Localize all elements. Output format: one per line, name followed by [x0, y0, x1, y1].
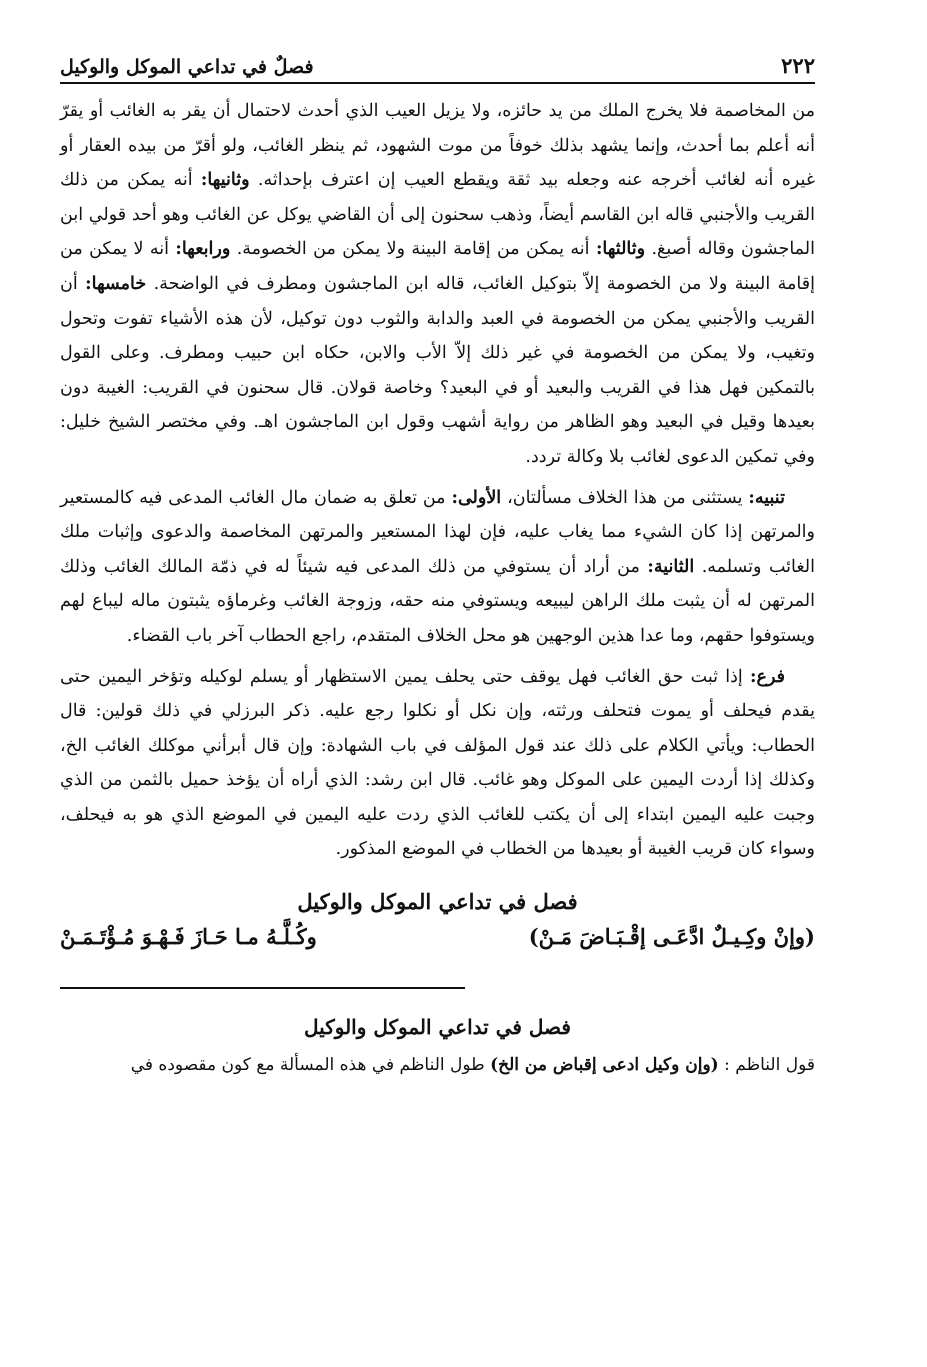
commentary-quote: (وإن وكيل ادعى إقباض من الخ) — [490, 1055, 719, 1076]
commentary-lead: قول الناظم : — [724, 1055, 815, 1076]
commentary-rest: طول الناظم في هذه المسألة مع كون مقصوده في — [130, 1055, 485, 1076]
paragraph-branch — [60, 660, 815, 868]
section-heading: فصل في تداعي الموكل والوكيل — [297, 889, 578, 915]
text-segment: أنه يمكن من إقامة البينة ولا يمكن من الخصومة. — [236, 239, 590, 260]
commentary-text — [60, 1049, 815, 1081]
text-segment: من تعلق به ضمان مال الغائب المدعى فيه كالمستعير والمرتهن إذا كان الشيء مما يغاب عليه، فإن لهذا المستعير والمرتهن المخاصمة والدعوى وإثبات ملك الغائب وتسلمه. — [60, 487, 815, 577]
commentary-heading: فصل في تداعي الموكل والوكيل — [304, 1015, 571, 1040]
keyword-third: وثالثها: — [595, 239, 646, 260]
keyword-branch: فرع: — [750, 666, 785, 687]
keyword-second-case: الثانية: — [647, 556, 695, 577]
text-segment: من أراد أن يستوفي من ذلك المدعى فيه شيئاً له في ذمّة المالك الغائب وذلك المرتهن له أن يثبت ملك الراهن ليبيعه ويستوفي منه حقه، وزوجة الغائب وغرماؤه يثبتون ماله ليباع لهم ويستوفوا حقهم، وما عدا هذين الوجهين هو محل الخلاف المتقدم، راجع الحطاب آخر باب القضاء. — [60, 556, 815, 646]
verse-second-hemistich: وكُـلَّـهُ مـا حَـازَ فَـهْـوَ مُـؤْتَـمَـنْ — [60, 924, 317, 950]
keyword-second: وثانيها: — [200, 170, 250, 191]
verse-first-hemistich: (وإنْ وكِـيـلٌ ادَّعَـى إقْـبَـاضَ مَـنْ) — [528, 924, 815, 950]
page-header — [60, 44, 815, 84]
text-segment: يستثنى من هذا الخلاف مسألتان، — [507, 487, 743, 508]
text-segment: أن القريب والأجنبي يمكن من الخصومة في العبد والدابة والثوب دون توكيل، لأن هذه الأشياء تفوت وتحول وتغيب، ولا يمكن من الخصومة في غير ذلك إلاّ الأب والابن، حكاه ابن حبيب ومطرف. وعلى القول بالتمكين فهل هذا في القريب والبعيد أو في البعيد؟ وخاصة قولان. قال سحنون في القريب: الغيبة دون بعيدها وقيل في البعيد وهو الظاهر من رواية أشهب وقول ابن الماجشون اهـ. وفي مختصر الشيخ خليل: وفي تمكين الدعوى لغائب بلا وكالة تردد. — [60, 273, 815, 467]
text-segment: أنه لا يمكن من إقامة البينة ولا من الخصومة إلاّ بتوكيل الغائب، قاله ابن الماجشون ومطرف في الواضحة. — [60, 239, 815, 294]
keyword-note: تنبيه: — [748, 487, 785, 508]
keyword-fourth: ورابعها: — [175, 239, 231, 260]
running-title: فصلٌ في تداعي الموكل والوكيل — [60, 56, 314, 78]
footnote-divider — [60, 987, 465, 989]
verse-line — [60, 924, 815, 949]
paragraph-note — [60, 481, 815, 654]
main-text — [60, 94, 815, 867]
paragraph-opinions — [60, 94, 815, 475]
page-number: ٢٢٢ — [781, 53, 815, 78]
text-segment: إذا ثبت حق الغائب فهل يوقف حتى يحلف يمين الاستظهار أو يسلم لوكيله وتؤخر اليمين حتى يقدم فيحلف أو يموت فتحلف ورثته، وإن نكل أو نكلوا رجع عليه. ذكر البرزلي في ذلك قولين: قال الحطاب: ويأتي الكلام على ذلك عند قول المؤلف في باب الشهادة: وإن قال أبرأني موكلك الغائب الخ، وكذلك إذا أردت اليمين على الموكل وهو غائب. قال ابن رشد: الذي أراه أن يؤخذ حميل بالثمن من الذي وجبت عليه اليمين ابتداء إلى أن يكتب للغائب الذي ردت عليه اليمين في الموضع الذي هو به فيحلف، وسواء كان قريب الغيبة أو بعيدها من الخطاب في الموضع المذكور. — [60, 666, 815, 860]
keyword-first: الأولى: — [451, 487, 502, 508]
text-segment: أنه يمكن من ذلك القريب والأجنبي قاله ابن القاسم أيضاً، وذهب سحنون إلى أن القاضي يوكل عن الغائب وهو أحد قولي ابن الماجشون وقاله أصبغ. — [60, 170, 815, 260]
keyword-fifth: خامسها: — [85, 273, 147, 294]
text-segment: من المخاصمة فلا يخرج الملك من يد حائزه، ولا يزيل العيب الذي أحدث لاحتمال أن يقر به الغائب أو يقرّ أنه أعلم بما أحدث، وإنما يشهد بذلك خوفاً من موت الشهود، ثم ينظر الغائب، ولو أقرّ من بيده العقار أو غيره أنه لغائب أخرجه عنه وجعله بيد ثقة ويقطع العيب إن اعترف بإحداثه. — [60, 101, 815, 191]
